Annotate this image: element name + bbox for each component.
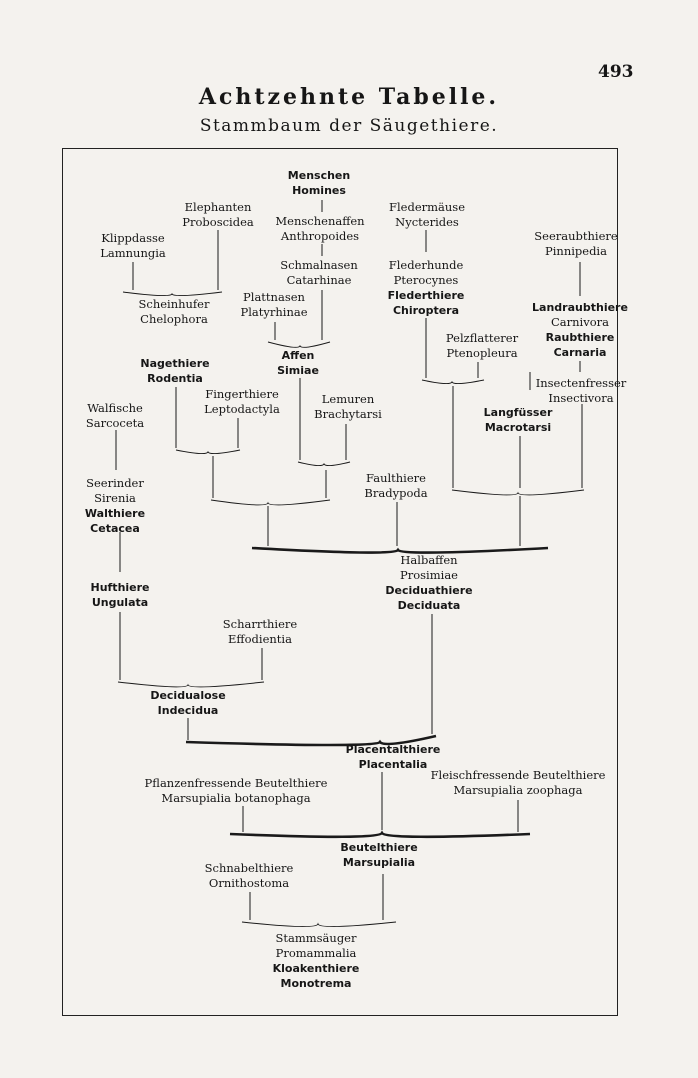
node-label-line: Fledermäuse [388, 200, 466, 214]
brace-right-upper [452, 490, 584, 495]
brace-indecidua [118, 682, 264, 687]
node-label-line: Chiroptera [392, 304, 460, 317]
node-label-line: Beutelthiere [340, 841, 418, 854]
node-affen [277, 348, 319, 378]
node-label-line: Marsupialia botanophaga [161, 791, 311, 805]
node-label-line: Seeraubthiere [534, 229, 618, 243]
node-label-line: Lemuren [321, 392, 375, 406]
node-label-line: Indecidua [157, 704, 219, 717]
node-beutelthiere [340, 840, 417, 870]
node-label-line: Plattnasen [243, 290, 305, 304]
node-label-line: Homines [292, 184, 346, 197]
node-seeraubthiere [534, 229, 617, 259]
node-label-line: Marsupialia zoophaga [453, 783, 583, 797]
node-menschenaffen [275, 214, 364, 244]
node-label-line: Ungulata [91, 596, 149, 609]
node-label-line: Halbaffen [400, 553, 458, 567]
node-label-line: Placentalthiere [345, 743, 441, 756]
node-label-line: Menschen [287, 169, 351, 182]
node-label-line: Carnaria [553, 346, 607, 359]
node-label-line: Elephanten [184, 200, 252, 214]
node-label-line: Chelophora [140, 312, 208, 326]
node-label-line: Klippdasse [101, 231, 165, 245]
node-label-line: Flederthiere [387, 289, 465, 302]
node-label-line: Placentalia [358, 758, 428, 771]
node-langfuesser [484, 405, 553, 435]
node-label-line: Carnivora [550, 315, 609, 329]
node-label-line: Proboscidea [182, 215, 254, 229]
node-klippdasse [100, 231, 166, 261]
node-stammsaeuger [273, 931, 360, 991]
node-label-line: Lamnungia [100, 246, 166, 260]
node-label-line: Insectenfresser [535, 376, 627, 390]
node-placentalthiere [346, 742, 441, 772]
node-label-line: Leptodactyla [204, 402, 280, 416]
node-label-line: Kloakenthiere [272, 962, 360, 975]
node-flederhunde [388, 258, 465, 318]
node-label-line: Walthiere [84, 507, 146, 520]
node-faulthiere [364, 471, 427, 501]
brace-scheinhufer [123, 292, 222, 296]
node-label-line: Raubthiere [545, 331, 615, 344]
node-label-line: Platyrhinae [240, 305, 308, 319]
node-label-line: Ornithostoma [208, 876, 290, 890]
node-label-line: Sirenia [94, 491, 136, 505]
node-label-line: Faulthiere [366, 471, 426, 485]
brace-rodentia [176, 450, 240, 454]
node-pelzflatterer [446, 331, 518, 361]
node-label-line: Insectivora [548, 391, 614, 405]
node-label-line: Deciduata [397, 599, 461, 612]
node-label-line: Decidualose [150, 689, 226, 702]
node-scharrthiere [223, 617, 297, 647]
node-label-line: Marsupialia [342, 856, 416, 869]
node-elephanten [182, 200, 254, 230]
node-label-line: Macrotarsi [484, 421, 552, 434]
node-label-line: Schmalnasen [280, 258, 358, 272]
brace-monotrema [242, 922, 396, 927]
node-label-line: Effodientia [228, 632, 292, 646]
node-fingerthiere [204, 387, 280, 417]
node-label-line: Sarcoceta [85, 416, 145, 430]
node-label-line: Brachytarsi [314, 407, 382, 421]
node-schnabelthiere [205, 861, 294, 891]
node-hufthiere [90, 580, 149, 610]
node-label-line: Pflanzenfressende Beutelthiere [144, 776, 328, 790]
node-label-line: Pelzflatterer [445, 331, 519, 345]
node-insectenfresser [536, 376, 627, 406]
node-menschen [288, 168, 350, 198]
node-label-line: Affen [281, 349, 315, 362]
node-label-line: Nycterides [395, 215, 459, 229]
node-label-line: Langfüsser [483, 406, 553, 419]
brace-affen [268, 342, 330, 347]
node-plattnasen [240, 290, 307, 320]
page-title: Achtzehnte Tabelle. [198, 84, 500, 110]
node-label-line: Walfische [87, 401, 143, 415]
node-landraubthiere [532, 300, 628, 360]
node-label-line: Deciduathiere [385, 584, 473, 597]
node-label-line: Landraubthiere [532, 301, 628, 314]
brace-lemuren [298, 462, 350, 466]
brace-chiroptera [422, 380, 484, 384]
node-label-line: Monotrema [280, 977, 352, 990]
node-label-line: Schnabelthiere [204, 861, 294, 875]
node-schmalnasen [280, 258, 358, 288]
node-scheinhufer [139, 297, 210, 327]
node-seerinder [85, 476, 145, 536]
node-label-line: Fingerthiere [205, 387, 279, 401]
node-fleischfressende [431, 768, 606, 798]
node-halbaffen [385, 553, 472, 613]
node-label-line: Seerinder [86, 476, 144, 490]
node-label-line: Promammalia [275, 946, 357, 960]
node-walfische [86, 401, 144, 431]
node-label-line: Hufthiere [90, 581, 150, 594]
node-label-line: Anthropoides [280, 229, 360, 243]
node-label-line: Bradypoda [364, 486, 428, 500]
node-label-line: Simiae [277, 364, 319, 377]
node-label-line: Cetacea [90, 522, 140, 535]
node-decidualose [150, 688, 225, 718]
node-label-line: Menschenaffen [275, 214, 365, 228]
node-label-line: Scharrthiere [222, 617, 298, 631]
node-label-line: Ptenopleura [446, 346, 518, 360]
node-label-line: Stammsäuger [275, 931, 357, 945]
node-label-line: Rodentia [147, 372, 203, 385]
node-label-line: Pinnipedia [545, 244, 607, 258]
brace-left-upper [211, 500, 330, 505]
node-label-line: Nagethiere [140, 357, 210, 370]
node-label-line: Scheinhufer [138, 297, 210, 311]
node-label-line: Catarhinae [286, 273, 352, 287]
node-lemuren [314, 392, 382, 422]
brace-halbaffen [252, 548, 548, 553]
node-pflanzenfressende [145, 776, 328, 806]
node-fledermaeuse [389, 200, 465, 230]
node-label-line: Flederhunde [388, 258, 464, 272]
brace-marsupialia [230, 833, 530, 837]
node-label-line: Prosimiae [400, 568, 458, 582]
page-subtitle: Stammbaum der Säugethiere. [199, 116, 499, 136]
node-nagethiere [140, 356, 209, 386]
node-label-line: Pterocynes [393, 273, 459, 287]
node-label-line: Fleischfressende Beutelthiere [430, 768, 606, 782]
page-number: 493 [598, 62, 634, 82]
